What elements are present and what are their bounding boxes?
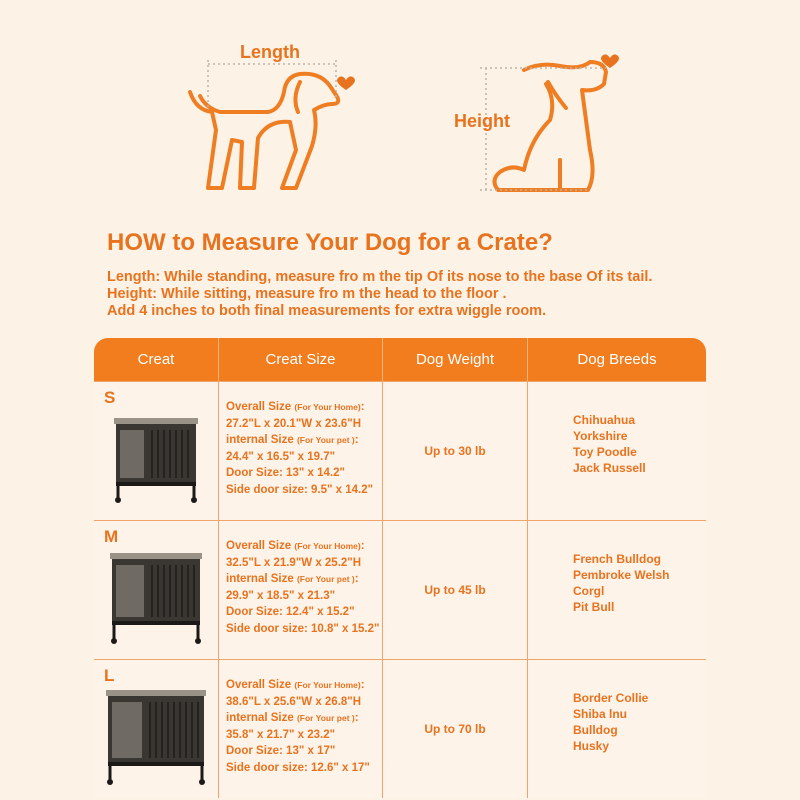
- breed-item: Shiba lnu: [573, 707, 627, 721]
- crate-image: [100, 543, 212, 655]
- length-guide: [208, 60, 336, 110]
- table-row: [94, 659, 706, 798]
- breed-item: Husky: [573, 739, 610, 753]
- header-dog-weight: Dog Weight: [383, 338, 528, 381]
- size-letter: S: [104, 388, 116, 407]
- breed-item: Border Collie: [573, 691, 649, 705]
- length-label: Length: [240, 42, 300, 62]
- dog-weight: Up to 30 lb: [424, 444, 486, 458]
- table-row: [94, 520, 706, 659]
- side-door-size: Side door size: 12.6" x 17": [226, 761, 370, 774]
- breed-item: Bulldog: [573, 723, 618, 737]
- instruction-height: Height: While sitting, measure fro m the head to the floor .: [107, 286, 507, 302]
- height-label: Height: [454, 111, 510, 131]
- side-door-size: Side door size: 9.5" x 14.2": [226, 483, 374, 496]
- breed-item: Chihuahua: [573, 413, 635, 427]
- overall-size-label: Overall Size (For Your Home):: [226, 679, 365, 691]
- breed-item: French Bulldog: [573, 552, 661, 566]
- header-crate-size: Creat Size: [219, 338, 383, 381]
- table-row: [94, 381, 706, 520]
- internal-size-value: 24.4" x 16.5" x 19.7": [226, 450, 336, 463]
- side-door-size: Side door size: 10.8" x 15.2": [226, 622, 380, 635]
- dog-breeds-cell: [528, 660, 706, 798]
- internal-size-value: 29.9" x 18.5" x 21.3": [226, 589, 336, 602]
- door-size: Door Size: 13" x 14.2": [226, 467, 345, 479]
- dog-weight: Up to 45 lb: [424, 583, 486, 597]
- sitting-dog-icon: [494, 62, 606, 190]
- instruction-extra: Add 4 inches to both final measurements for extra wiggle room.: [107, 303, 547, 319]
- breed-item: Toy Poodle: [573, 445, 637, 459]
- size-letter: L: [104, 666, 115, 685]
- overall-size-label: Overall Size (For Your Home):: [226, 401, 365, 413]
- instruction-length: Length: While standing, measure fro m the tip Of its nose to the base Of its tail.: [107, 269, 653, 285]
- heart-icon: [337, 76, 355, 90]
- size-table: [94, 338, 706, 798]
- header-dog-breeds: Dog Breeds: [577, 351, 657, 368]
- crate-cell: [94, 660, 219, 798]
- table-header: [94, 338, 706, 381]
- dog-weight-cell: [383, 382, 528, 520]
- breed-item: Yorkshire: [573, 429, 628, 443]
- overall-size-value: 27.2"L x 20.1"W x 23.6"H: [226, 417, 362, 430]
- dog-breeds-cell: [528, 382, 706, 520]
- measure-instructions: [107, 269, 652, 320]
- crate-size-cell: [219, 382, 383, 520]
- dog-weight-cell: [383, 521, 528, 659]
- header-crate: Creat: [94, 338, 219, 381]
- overall-size-value: 38.6"L x 25.6"W x 26.8"H: [226, 695, 362, 708]
- overall-size-value: 32.5"L x 21.9"W x 25.2"H: [226, 556, 362, 569]
- internal-size-label: internal Size (For Your pet ):: [226, 434, 359, 446]
- measurement-illustration: [0, 0, 800, 215]
- page-title: HOW to Measure Your Dog for a Crate?: [107, 229, 553, 256]
- crate-cell: [94, 382, 219, 520]
- size-letter: M: [104, 527, 119, 546]
- breed-item: Corgl: [573, 584, 605, 598]
- crate-size-cell: [219, 521, 383, 659]
- breed-item: Jack Russell: [573, 461, 646, 475]
- standing-dog-icon: [190, 74, 338, 188]
- internal-size-value: 35.8" x 21.7" x 23.2": [226, 728, 336, 741]
- crate-image: [100, 404, 212, 516]
- crate-size-cell: [219, 660, 383, 798]
- crate-cell: [94, 521, 219, 659]
- dog-weight: Up to 70 lb: [424, 722, 486, 736]
- breed-item: Pembroke Welsh: [573, 568, 670, 582]
- internal-size-label: internal Size (For Your pet ):: [226, 573, 359, 585]
- dog-weight-cell: [383, 660, 528, 798]
- internal-size-label: internal Size (For Your pet ):: [226, 712, 359, 724]
- breed-item: Pit Bull: [573, 600, 615, 614]
- overall-size-label: Overall Size (For Your Home):: [226, 540, 365, 552]
- dog-breeds-cell: [528, 521, 706, 659]
- door-size: Door Size: 13" x 17": [226, 745, 336, 757]
- door-size: Door Size: 12.4" x 15.2": [226, 606, 355, 618]
- crate-image: [100, 682, 212, 794]
